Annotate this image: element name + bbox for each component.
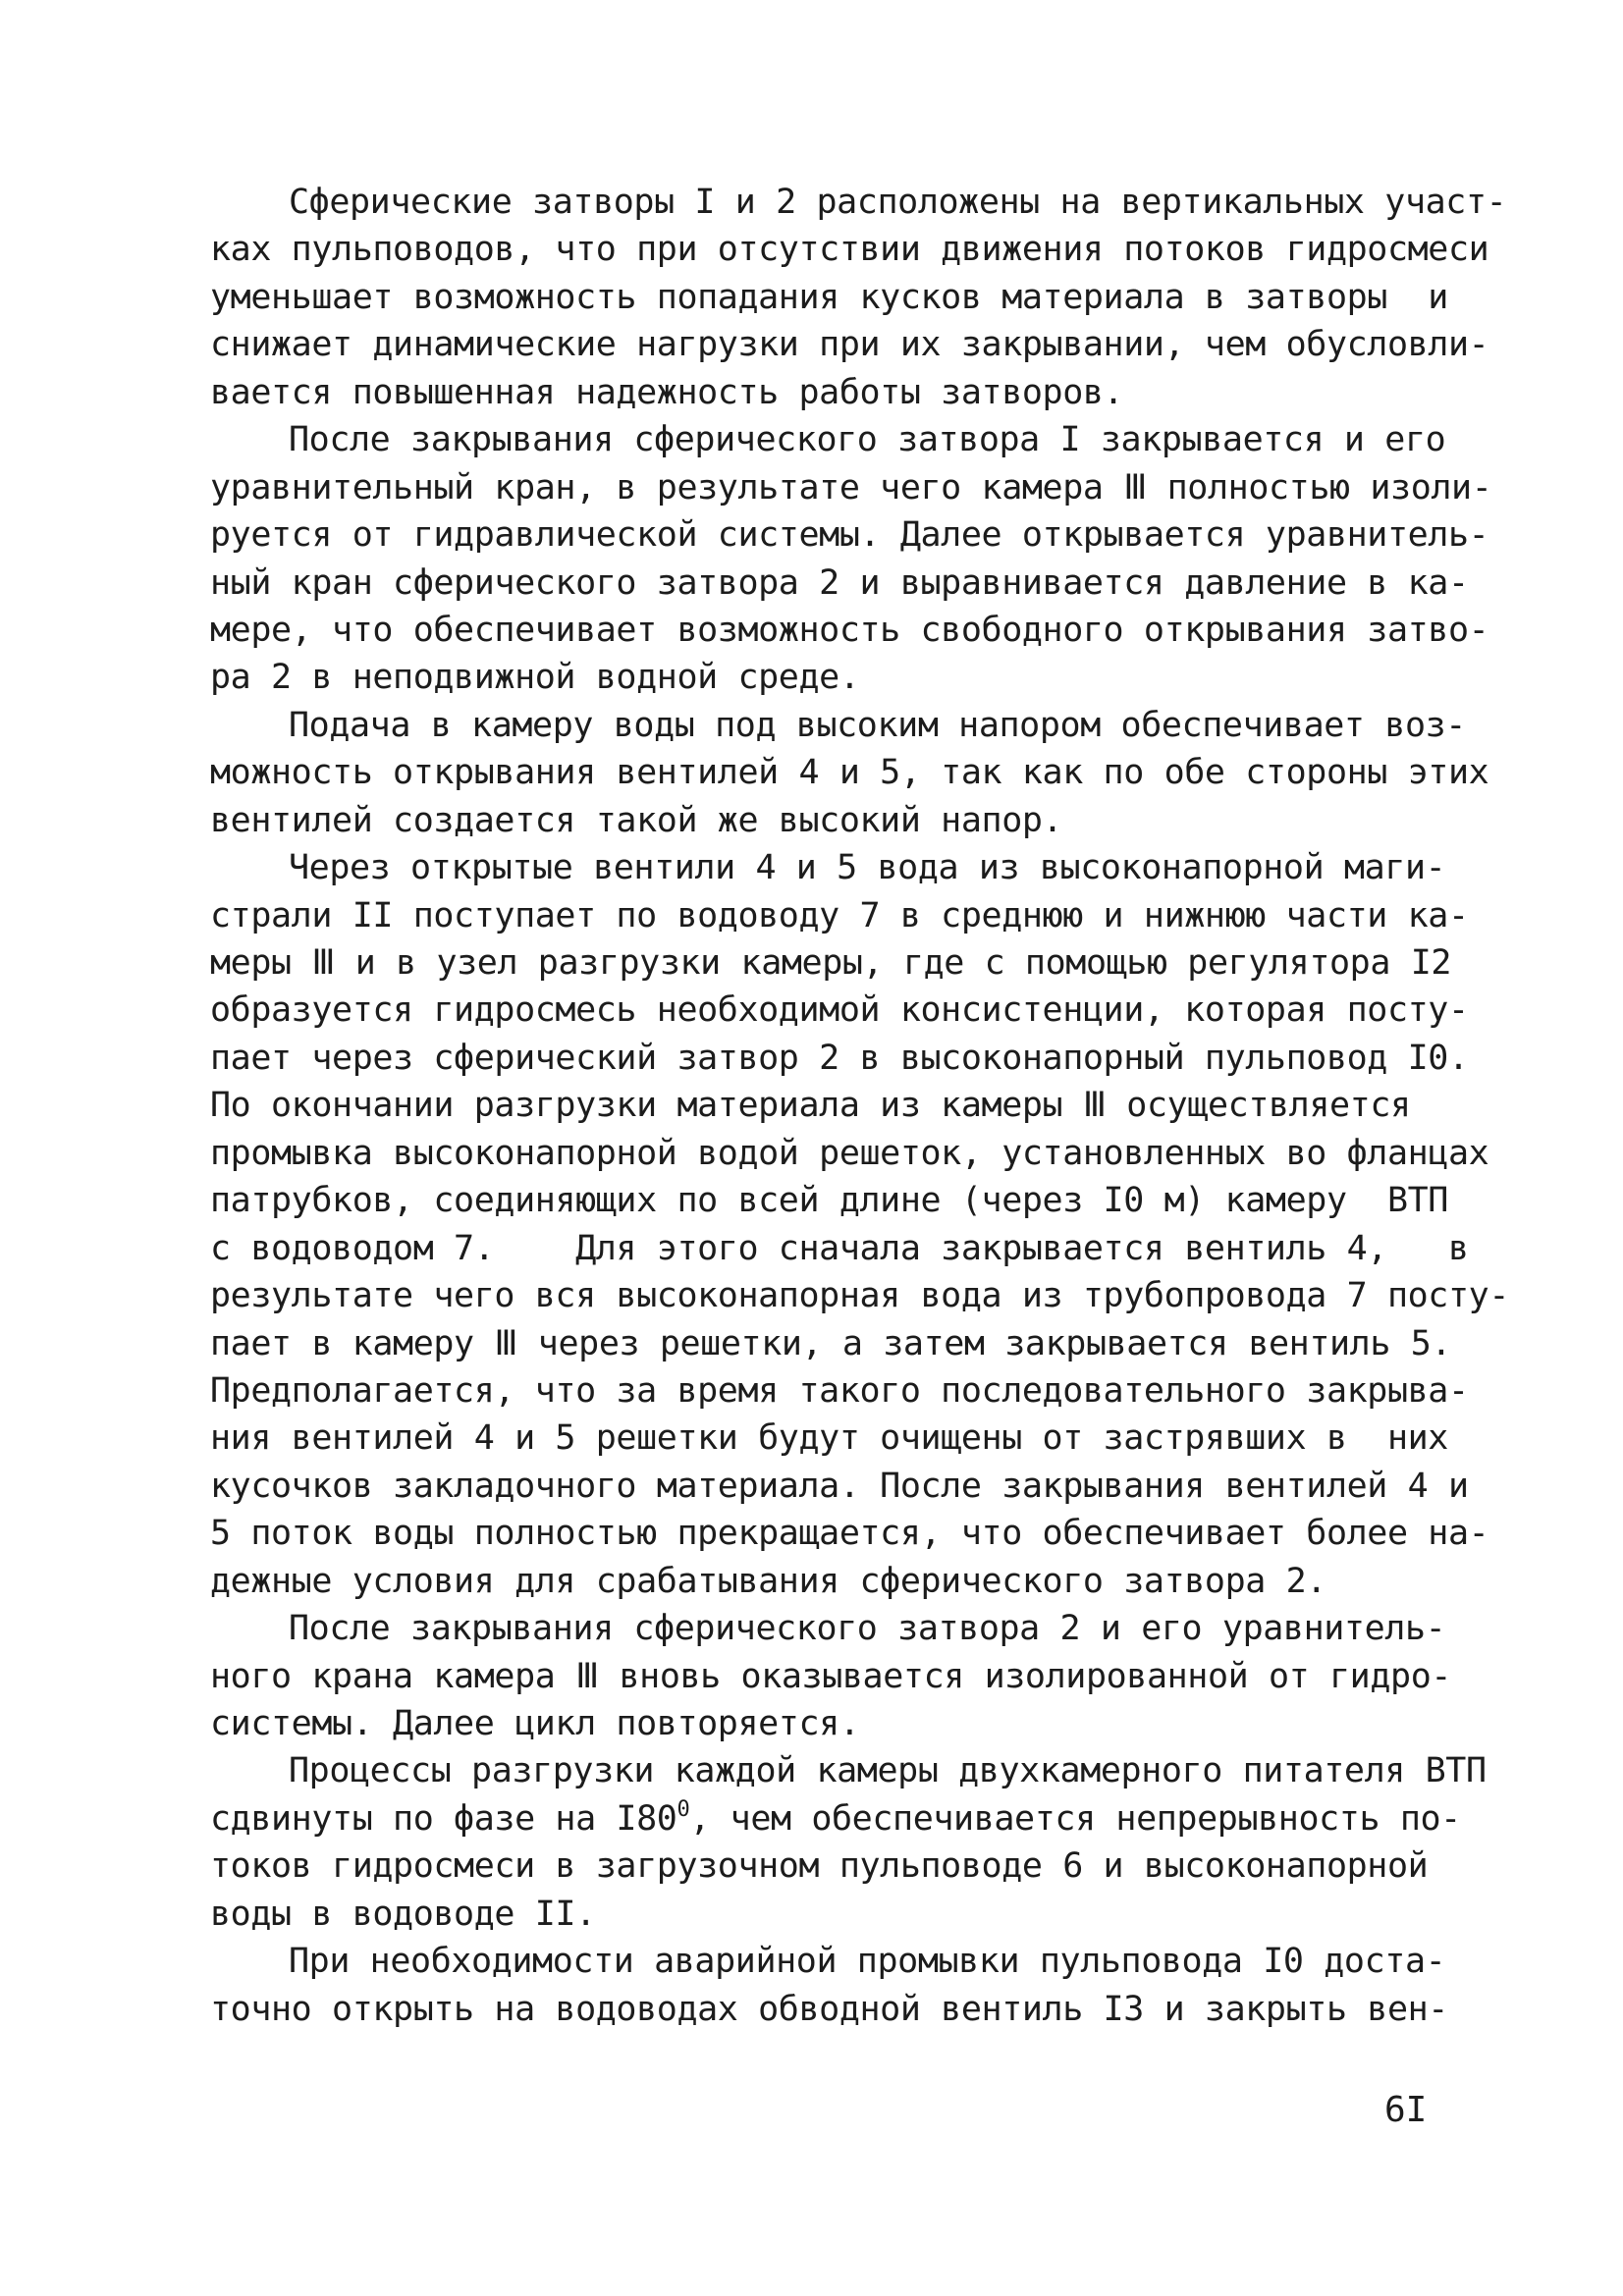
paragraph-2-line-2: уравнительный кран, в результате чего камера Ⅲ полностью изоли-: [210, 467, 1492, 507]
degree-superscript: 0: [676, 1796, 690, 1822]
paragraph-4-line-9: с водоводом 7. Для этого сначала закрывается вентиль 4, в: [210, 1228, 1469, 1268]
paragraph-3-line-3: вентилей создается такой же высокий напор.: [210, 800, 1063, 840]
paragraph-3-line-1: Подача в камеру воды под высоким напором обеспечивает воз-: [289, 705, 1466, 745]
page-number: 6I: [1384, 2090, 1428, 2130]
paragraph-6-line-4: воды в водоводе II.: [210, 1894, 596, 1934]
paragraph-7-line-1: При необходимости аварийной промывки пульповода I0 доста-: [289, 1942, 1446, 1982]
paragraph-2-line-1: После закрывания сферического затвора I закрывается и его: [289, 420, 1446, 460]
paragraph-1-line-5: вается повышенная надежность работы затворов.: [210, 372, 1124, 412]
paragraph-2-line-6: ра 2 в неподвижной водной среде.: [210, 658, 860, 698]
paragraph-4-line-5: пает через сферический затвор 2 в высоконапорный пульповод I0.: [210, 1038, 1469, 1078]
paragraph-1-line-3: уменьшает возможность попадания кусков материала в затворы и: [210, 277, 1448, 317]
paragraph-5-line-2: ного крана камера Ⅲ вновь оказывается изолированной от гидро-: [210, 1656, 1452, 1696]
paragraph-6-line-3: токов гидросмеси в загрузочном пульповоде 6 и высоконапорной: [210, 1846, 1429, 1887]
paragraph-4-line-13: ния вентилей 4 и 5 решетки будут очищены от застрявших в них: [210, 1418, 1448, 1459]
paragraph-4-line-3: меры Ⅲ и в узел разгрузки камеры, где с помощью регулятора I2: [210, 943, 1452, 983]
paragraph-2-line-4: ный кран сферического затвора 2 и выравнивается давление в ка-: [210, 562, 1469, 603]
paragraph-4-line-2: страли II поступает по водоводу 7 в среднюю и нижнюю части ка-: [210, 895, 1469, 935]
paragraph-5-line-1: После закрывания сферического затвора 2 и его уравнитель-: [289, 1609, 1446, 1649]
paragraph-6-line-2: [210, 1795, 1461, 1842]
paragraph-1-line-4: снижает динамические нагрузки при их закрывании, чем обусловли-: [210, 325, 1489, 365]
body-text: [210, 179, 1509, 2033]
paragraph-2-line-5: мере, что обеспечивает возможность свободного открывания затво-: [210, 610, 1489, 650]
paragraph-4-line-8: патрубков, соединяющих по всей длине (через I0 м) камеру ВТП: [210, 1181, 1448, 1221]
paragraph-4-line-16: дежные условия для срабатывания сферического затвора 2.: [210, 1561, 1326, 1601]
paragraph-4-line-11: пает в камеру Ⅲ через решетки, а затем закрывается вентиль 5.: [210, 1323, 1452, 1363]
paragraph-5-line-3: системы. Далее цикл повторяется.: [210, 1704, 860, 1743]
paragraph-1-line-2: ках пульповодов, что при отсутствии движения потоков гидросмеси: [210, 230, 1489, 270]
paragraph-7-line-2: точно открыть на водоводах обводной вентиль I3 и закрыть вен-: [210, 1989, 1448, 2029]
paragraph-4-line-6: По окончании разгрузки материала из камеры Ⅲ осуществляется: [210, 1086, 1411, 1126]
paragraph-4-line-7: промывка высоконапорной водой решеток, установленных во фланцах: [210, 1133, 1489, 1173]
paragraph-1-line-1: Сферические затворы I и 2 расположены на вертикальных участ-: [289, 183, 1507, 222]
paragraph-4-line-10: результате чего вся высоконапорная вода из трубопровода 7 посту-: [210, 1276, 1509, 1316]
phase-text-continuation: , чем обеспечивается непрерывность по-: [689, 1798, 1461, 1839]
paragraph-3-line-2: можность открывания вентилей 4 и 5, так как по обе стороны этих: [210, 753, 1489, 793]
paragraph-2-line-3: руется от гидравлической системы. Далее открывается уравнитель-: [210, 515, 1489, 556]
phase-text: сдвинуты по фазе на I80: [210, 1798, 677, 1839]
paragraph-4-line-1: Через открытые вентили 4 и 5 вода из высоконапорной маги-: [289, 848, 1446, 888]
paragraph-4-line-12: Предполагается, что за время такого последовательного закрыва-: [210, 1370, 1469, 1411]
paragraph-4-line-14: кусочков закладочного материала. После закрывания вентилей 4 и: [210, 1466, 1469, 1506]
paragraph-6-line-1: Процессы разгрузки каждой камеры двухкамерного питателя ВТП: [289, 1751, 1487, 1791]
paragraph-4-line-4: образуется гидросмесь необходимой консистенции, которая посту-: [210, 990, 1469, 1031]
paragraph-4-line-15: 5 поток воды полностью прекращается, что обеспечивает более на-: [210, 1514, 1489, 1554]
